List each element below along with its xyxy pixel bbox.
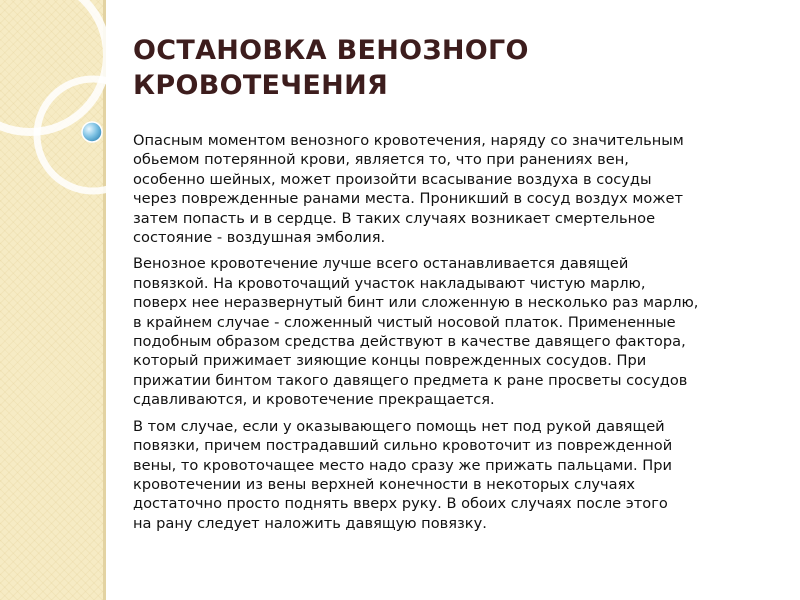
text-line: сдавливаются, и кровотечение прекращается. xyxy=(133,391,495,409)
title-line: КРОВОТЕЧЕНИЯ xyxy=(133,70,389,101)
text-line: состояние - воздушная эмболия. xyxy=(133,229,386,247)
text-line: повязкой. На кровоточащий участок накладывают чистую марлю, xyxy=(133,274,646,292)
text-line: на рану следует наложить давящую повязку. xyxy=(133,514,487,532)
text-line: прижатии бинтом такого давящего предмета к ране просветы сосудов xyxy=(133,371,688,389)
paragraph-pressure-bandage xyxy=(133,254,773,409)
paragraph-air-embolism xyxy=(133,131,773,247)
blue-bubble-icon xyxy=(82,122,102,142)
text-line: затем попасть и в сердце. В таких случаях возникает смертельное xyxy=(133,209,656,227)
text-line: повязки, причем пострадавший сильно кровоточит из поврежденной xyxy=(133,437,673,455)
text-line: особенно шейных, может произойти всасывание воздуха в сосуды xyxy=(133,170,652,188)
text-line: обьемом потерянной крови, является то, что при ранениях вен, xyxy=(133,151,629,169)
slide-title xyxy=(133,33,733,103)
large-ring-icon xyxy=(0,0,107,132)
slide-body xyxy=(133,131,773,540)
text-line: В том случае, если у оказывающего помощь нет под рукой давящей xyxy=(133,417,665,435)
text-line: достаточно просто поднять вверх руку. В обоих случаях после этого xyxy=(133,495,668,513)
text-line: в крайнем случае - сложенный чистый носовой платок. Примененные xyxy=(133,313,676,331)
title-line: ОСТАНОВКА ВЕНОЗНОГО xyxy=(133,35,529,66)
text-line: Опасным моментом венозного кровотечения, наряду со значительным xyxy=(133,132,684,149)
paragraph-finger-pressure xyxy=(133,417,773,533)
text-line: вены, то кровоточащее место надо сразу же прижать пальцами. При xyxy=(133,456,673,474)
text-line: через поврежденные ранами места. Проникший в сосуд воздух может xyxy=(133,190,683,208)
text-line: который прижимает зияющие концы поврежденных сосудов. При xyxy=(133,352,647,370)
text-line: подобным образом средства действуют в качестве давящего фактора, xyxy=(133,333,686,351)
text-line: кровотечении из вены верхней конечности в некоторых случаях xyxy=(133,475,636,493)
text-line: Венозное кровотечение лучше всего останавливается давящей xyxy=(133,255,629,273)
text-line: поверх нее неразвернутый бинт или сложенную в несколько раз марлю, xyxy=(133,294,699,312)
